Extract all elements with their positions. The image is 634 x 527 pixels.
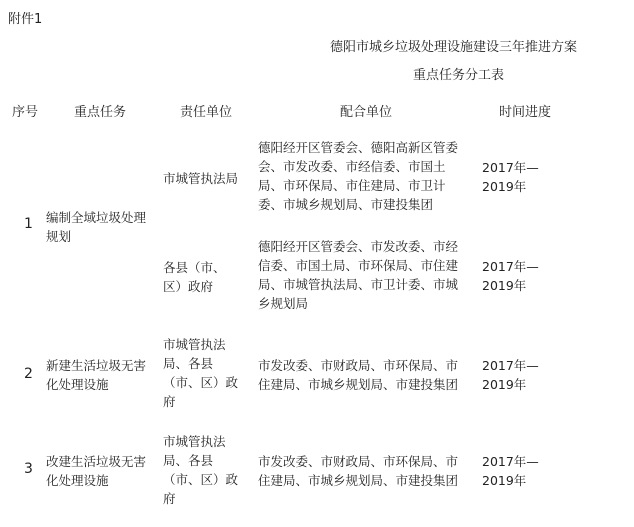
row-cooperating-line: 住建局、市城乡规划局、市建投集团 [258,473,459,488]
header-responsible: 责任单位 [180,105,233,120]
row-responsible-line: （市、区）政 [163,472,239,487]
row-seq [24,215,33,234]
row-schedule-line: 2019年 [482,179,527,194]
row-cooperating-line: 德阳经开区管委会、市发改委、市经 [258,239,459,254]
row-schedule-line: 2019年 [482,377,527,392]
row-schedule [482,158,539,196]
row-schedule [482,356,539,394]
row-schedule-line: 2019年 [482,278,527,293]
row-responsible-line: 各县（市、 [163,260,226,275]
row-schedule [482,452,539,490]
row-cooperating-line: 乡规划局 [258,296,309,311]
row-responsible [163,432,238,508]
row-schedule-line: 2019年 [482,473,527,488]
row-task-line: 新建生活垃圾无害 [46,358,147,373]
row-responsible-line: 局、各县 [163,453,214,468]
row-cooperating-line: 市发改委、市财政局、市环保局、市 [258,454,459,469]
row-responsible-line: 市城管执法 [163,337,226,352]
row-schedule-line: 2017年— [482,454,539,469]
row-task-line: 改建生活垃圾无害 [46,454,147,469]
row-cooperating [258,237,458,313]
document-title: 德阳市城乡垃圾处理设施建设三年推进方案 [330,40,578,55]
row-cooperating-line: 信委、市国土局、市环保局、市住建 [258,258,459,273]
row-seq-line: 3 [24,461,33,477]
row-task-line: 化处理设施 [46,377,109,392]
row-responsible-line: 市城管执法局 [163,171,239,186]
header-cooperating: 配合单位 [340,105,393,120]
row-cooperating-line: 市发改委、市财政局、市环保局、市 [258,358,459,373]
row-cooperating [258,356,458,394]
row-schedule-line: 2017年— [482,259,539,274]
row-cooperating-line: 德阳经开区管委会、德阳高新区管委 [258,140,459,155]
row-responsible [163,335,238,411]
row-task [46,208,146,246]
row-cooperating-line: 会、市发改委、市经信委、市国土 [258,159,446,174]
row-schedule-line: 2017年— [482,358,539,373]
header-seq: 序号 [12,105,39,120]
header-schedule: 时间进度 [499,105,552,120]
table-subtitle: 重点任务分工表 [413,68,505,83]
row-cooperating-line: 住建局、市城乡规划局、市建投集团 [258,377,459,392]
row-schedule [482,257,539,295]
row-responsible-line: 局、各县 [163,356,214,371]
row-responsible-line: 市城管执法 [163,434,226,449]
row-schedule-line: 2017年— [482,160,539,175]
row-seq [24,460,33,479]
row-task [46,356,146,394]
row-cooperating-line: 委、市城乡规划局、市建投集团 [258,197,434,212]
row-task [46,452,146,490]
header-task: 重点任务 [74,105,127,120]
row-responsible [163,169,238,188]
row-task-line: 编制全域垃圾处理 [46,210,147,225]
row-task-line: 规划 [46,229,72,244]
attachment-label: 附件1 [8,12,43,27]
row-cooperating-line: 局、市城管执法局、市卫计委、市城 [258,277,459,292]
row-cooperating-line: 局、市环保局、市住建局、市卫计 [258,178,446,193]
row-responsible-line: 区）政府 [163,279,214,294]
row-responsible-line: （市、区）政 [163,375,239,390]
row-task-line: 化处理设施 [46,473,109,488]
row-responsible [163,258,226,296]
row-responsible-line: 府 [163,491,176,506]
row-cooperating [258,452,458,490]
row-responsible-line: 府 [163,394,176,409]
row-seq [24,365,33,384]
row-seq-line: 1 [24,216,33,232]
row-cooperating [258,138,458,214]
row-seq-line: 2 [24,366,33,382]
